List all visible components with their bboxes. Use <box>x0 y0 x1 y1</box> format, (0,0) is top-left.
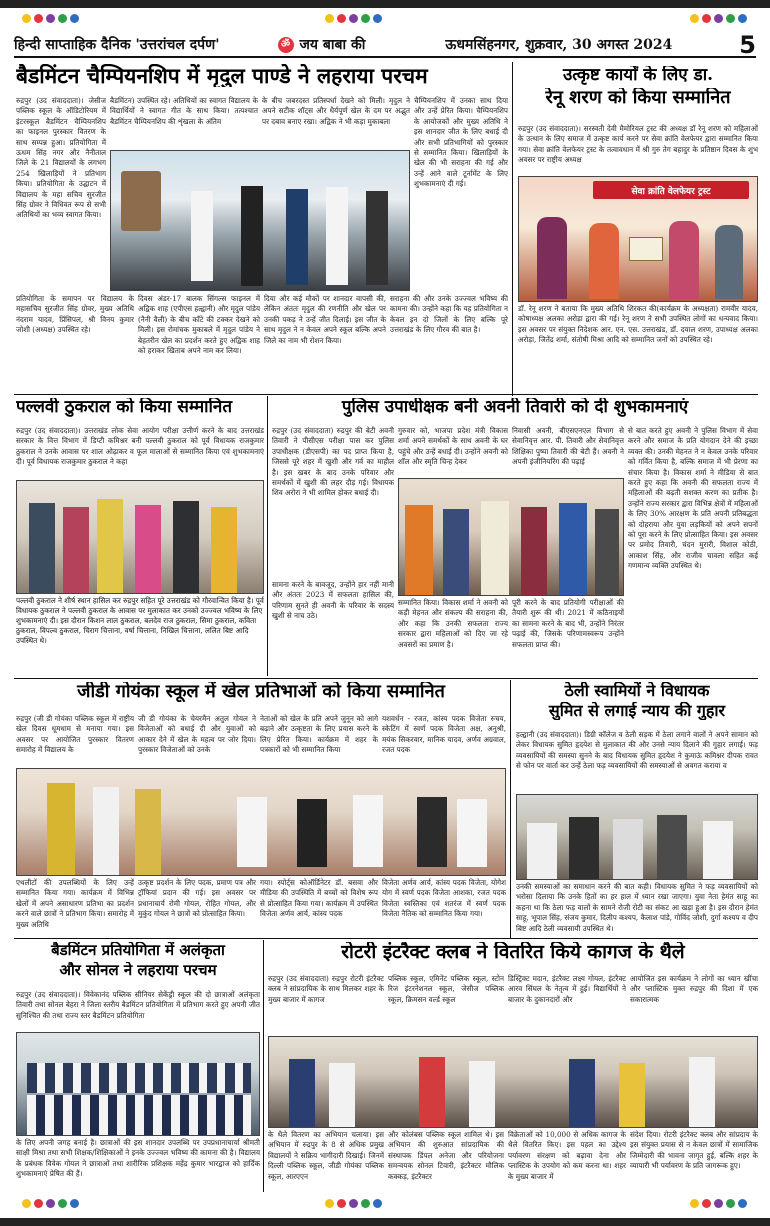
story-jd-col3: नेताओं को खेल के प्रति अपने जुनून को आगे बढ़ाने और उत्कृष्टता के लिए प्रयास करने के लिए प्रेरित किया। कार्यक्रम में शहर के पत्रकारों को भी सम्मानित किया <box>260 714 378 755</box>
story-mridul-col8: सराहना की और उनके उज्ज्वल भविष्य की कामना की। उन्होंने कहा कि यह प्रतियोगिता न केवल इन दो जिलों के लिए बल्कि पूरे उत्तराखंड के लिए गौरव की बात है। <box>390 294 508 335</box>
story-jd-col7: गया। स्पोर्ट्स कोऑर्डिनेटर डॉ. बसवा और मीडिया की उपस्थिति में बच्चों को विशेष रूप से प्रोत्साहित किया गया। कार्यक्रम में उपस्थित विजेता अर्णव आर्य, कांस्य पदक <box>260 878 378 919</box>
column-divider <box>512 62 513 396</box>
headline-theli-2: सुमित से लगाई न्याय की गुहार <box>548 702 726 720</box>
story-jd-col6: उत्कृष्ट प्रदर्शन के लिए पदक, प्रमाण पत्र और ट्रॉफियां प्रदान की गई। इस अवसर पर प्रधानाचार्य रोमी गोयल, रोहित गोयल, और मुकुंद गोयल ने छात्रों को प्रोत्साहित किया। <box>138 878 256 919</box>
photo-mridul-award <box>110 150 410 291</box>
story-pallavi-body: रुद्रपुर (उद संवाददाता)। उत्तराखंड लोक सेवा आयोग परीक्षा उत्तीर्ण करने के बाद उत्तराखंड सरकार के वित्त विभाग में डिप्टी कमिश्नर बनी पल्लवी ठुकराल को पूर्व विधायक राजकुमार ठुकराल ने उनके आवास पर शाल ओढ़ाकर व फूल मालाओं से सम्मानित किया एवं शुभकामनाएं दी। पूर्व विधायक राजकुमार ठुकराल ने कहा <box>16 426 264 467</box>
story-mridul-col6: दिवस अंडर-17 बालक सिंगल्स फाइनल में अद्विक शाह (एपीएस हल्द्वानी) और मृदुल पांडेय (नैनी वैली) के बीच काँटे की टक्कर देखने को मिली। इस रोमांचक मुकाबले में मृदुल पांडेय ने बेहतरीन खेल का प्रदर्शन करते हुए अद्विक शाह को हराकर खिताब अपने नाम कर लिया। <box>138 294 260 356</box>
story-alankrita-body: के लिए अपनी जगह बनाई है। छात्राओं की इस शानदार उपलब्धि पर उपप्रधानाचार्या श्रीमती साक्षी मिश्रा तथा सभी शिक्षक/शिक्षिकाओं ने इनके उज्ज्वल भविष्य की कामना की है। विद्यालय के प्रबंधक विवेक गोयल ने छात्राओं तथा शारीरिक प्रशिक्षक महेंद्र कुमार भारद्वाज को हार्दिक शुभकामनाएं प्रेषित की हैं। <box>16 1138 260 1179</box>
story-renu-intro: रुद्रपुर (उद संवाददाता)। सरस्वती देवी मैमोरियल ट्रस्ट की अध्यक्ष डॉ रेनू शरण को महिलाओं के उत्थान के लिए समाज में उत्कृष्ट कार्य करने पर सेवा क्रांति वेलफेयर द्वारा सम्मानित किया गया। सेवा क्रांति वेलफेयर ट्रस्ट के तत्वावधान में श्री गुरु तेग बहादुर के प्रतिष्ठान दिवस के शुभ अवसर पर राष्ट्रीय अध्यक्ष <box>518 124 758 165</box>
photo-rotary <box>268 1036 758 1128</box>
story-jd-col8: विजेता अर्णव आर्य, कांस्य पदक विजेता, योगेश योग में स्वर्ण पदक विजेता आशका, रजत पदक विजेता स्वस्तिका एवं शतरंज में स्वर्ण पदक विजेता नैतिक को सम्मानित किया गया। <box>382 878 506 919</box>
section-divider <box>14 938 758 939</box>
story-rotary-col7: विक्रेताओं को 10,000 से अधिक कागज के थैले वितरित किए। इस पहल का उद्देश्य पर्यावरण संरक्षण को बढ़ावा देना और प्लास्टिक के उपयोग को कम करना था। शहर के मुख्य बाजार में <box>508 1130 626 1181</box>
headline-avani: पुलिस उपाधीक्षक बनी अवनी तिवारी को दी शुभकामनाएं <box>341 398 689 417</box>
story-theli-intro: हल्द्वानी (उद संवाददाता)। डिग्री कॉलेज व ठेली सड़क में ठेला लगाने वालों ने अपने सामान को लेकर विधायक सुमित हृदयेश से मुलाकात की और उनसे न्याय दिलाने की गुहार लगाई। फड़ व्यवसायियों की समस्या सुनने के बाद विधायक सुमित हृदयेश ने कुमाऊं कमिश्नर दीपक रावत से फोन पर वार्ता कर उन्हें ठेला फड़ व्यवसायियों की समस्याओं से अवगत कराया व <box>516 730 758 771</box>
page-number: 5 <box>739 30 756 59</box>
story-jd-col5: एथलीटों की उपलब्धियों के लिए उन्हें सम्मानित किया गया। कार्यक्रम में विभिन्न खेलों में अपने असाधारण प्रतिभा का प्रदर्शन करने वाले छात्रों ने प्रतिभाग किया। समारोह में मुख्य अतिथि <box>16 878 134 929</box>
story-jd-col1: रुद्रपुर (जी डी गोयंका पब्लिक स्कूल में राष्ट्रीय खेल दिवस धूमधाम से मनाया गया। इस अवसर पर आयोजित पुरस्कार वितरण समारोह में विद्यालय के <box>16 714 134 755</box>
bottom-band <box>0 1218 770 1226</box>
section-divider <box>14 394 758 395</box>
section-divider <box>14 678 758 679</box>
top-band <box>0 0 770 8</box>
story-mridul-col1: रुद्रपुर (उद संवाददाता)। जेसीज पब्लिक स्कूल के ऑडिटोरियम में इंटरस्कूल बैडमिंटन चैम्पियनशिप का फाइनल पुरस्कार वितरण के साथ सम्पन्न हुआ। प्रतियोगिता में ऊधम सिंह नगर और नैनीताल जिले के 21 विद्यालयों के लगभग 254 खिलाड़ियों ने प्रतिभाग किया। प्रतियोगिता के उद्घाटन में विद्यालय के महा सचिव सुरजीत सिंह ग्रोवर ने विधिवत रूप से सभी अतिथियों का भव्य स्वागत किया। <box>16 96 106 220</box>
story-alankrita-intro: रुद्रपुर (उद संवाददाता)। विवेकानंद पब्लिक सीनियर सेकेंड्री स्कूल की दो छात्राओं अलंकृता तिवारी तथा सोनल बेहरा ने जिला स्तरीय बैडमिंटन प्रतियोगिता में प्रतिभाग करते हुए अपनी जीत सुनिश्चित की तथा राज्य स्तर बैडमिंटन प्रतियोगिता <box>16 990 260 1020</box>
headline-jd-goenka: जीडी गोयंका स्कूल में खेल प्रतिभाओं को किया सम्मानित <box>77 682 445 702</box>
story-rotary-col8: संदेश दिया। रोटरी इंटरैक्ट क्लब और सांप्रदाय के इस संयुक्त प्रयास से न केवल छात्रों में सामाजिक जिम्मेदारी की भावना जागृत हुई, बल्कि शहर के व्यापारी भी पर्यावरण के प्रति जागरूक हुए। <box>630 1130 758 1171</box>
masthead <box>14 30 756 59</box>
story-mridul-col7: दिया और कई मौकों पर शानदार वापसी की, लेकिन अंततः मृदुल की रणनीति और खेल पर उनकी पकड़ ने उन्हें जीत दिलाई। इस जीत के साथ मृदुल ने न केवल अपने स्कूल बल्कि अपने जिले का नाम भी रोशन किया। <box>264 294 386 345</box>
story-avani-col4: सम्मानित किया। विकास शर्मा ने अवनी को कड़ी मेहनत और संकल्प की सराहना की, और कहा कि उनकी सफलता राज्य सरकार द्वारा महिलाओं को दिए जा रहे अवसरों का प्रमाण है। <box>398 598 508 649</box>
decorative-dots-left <box>22 14 79 23</box>
story-jd-col2: जी डी गोयंका के चेयरमैन अतुल गोयल ने विजेताओं को बधाई दी और युवाओं को आकार देने में खेल के महत्व पर जोर दिया। पुरस्कार विजेताओं को उनके <box>138 714 256 755</box>
story-rotary-col1: रुद्रपुर (उद संवाददाता) रुद्रपुर रोटरी इंटरैक्ट क्लब ने सांप्रदायिक के साथ मिलकर शहर के मुख्य बाजार में कागज <box>268 974 384 1004</box>
story-rotary-col5: के थैले वितरण का अभियान चलाया। इस अभियान में रुद्रपुर के 8 से अधिक प्रमुख विद्यालयों ने सक्रिय भागीदारी दिखाई। जिनमें दिल्ली पब्लिक स्कूल, जीडी गोयंका पब्लिक स्कूल, आरएएन <box>268 1130 384 1181</box>
headline-theli-1: ठेली स्वामियों ने विधायक <box>564 682 710 700</box>
story-avani-col3: गुरुवार को, भाजपा प्रदेश मंत्री विकास शर्मा अपने समर्थकों के साथ अवनी के घर पहुंचे और उन्हें बधाई दी। उन्होंने अवनी को शॉल और स्मृति चिन्ह देकर <box>398 426 508 467</box>
story-rotary-col2: पब्लिक स्कूल, एमिनेंट पब्लिक स्कूल, स्टोन रिज इंटरनेशनल स्कूल, जेसीज पब्लिक स्कूल, क्रिमसन वर्ल्ड स्कूल <box>388 974 504 1004</box>
headline-rotary: रोटरी इंटरैक्ट क्लब ने वितरित किये कागज के थैले <box>341 942 685 963</box>
story-rotary-col4: आयोजित इस कार्यक्रम ने लोगों का ध्यान खींचा और प्लास्टिक मुक्त रुद्रपुर की दिशा में एक सकारात्मक <box>630 974 758 1004</box>
story-mridul-col5: प्रतियोगिता के समापन पर विद्यालय के महासचिव सुरजीत सिंह ग्रोवर, मुख्य अतिथि नंदराम यादव, प्रिंसिपल, श्री विनय कुमार जोशी (अध्यक्ष) उपस्थित रहे। <box>16 294 134 335</box>
story-avani-col6: पूरी करने के बाद प्रतियोगी परीक्षाओं की तैयारी शुरू की थी। 2021 में कठिनाइयों का सामना करने के बाद भी, उन्होंने निरंतर पढ़ाई की, जिसके परिणामस्वरूप उन्होंने सफलता प्राप्त की। <box>512 598 624 649</box>
column-divider <box>267 396 268 676</box>
headline-pallavi: पल्लवी ठुकराल को किया सम्मानित <box>16 398 233 417</box>
dateline: ऊधमसिंहनगर, शुक्रवार, 30 अगस्त 2024 <box>445 37 673 53</box>
headline-mridul: बैडमिंटन चैम्पियनशिप में मृदुल पाण्डे ने लहराया परचम <box>16 64 428 88</box>
headline-alankrita-1: बैडमिंटन प्रतियोगिता में अलंकृता <box>51 942 225 959</box>
story-jd-col4: यशवर्धन - रजत, कांस्य पदक विजेता रुचय, स्केटिंग में स्वर्ण पदक विजेता अक्ष, अनुश्री, मयंक सिकरवार, मानिक यादव, अर्णव अग्रवाल, रजत पदक <box>382 714 506 755</box>
story-avani-col2: सामना करने के बावजूद, उन्होंने हार नहीं मानी और अंततः 2023 में सफलता हासिल की, परिणाम सुनते ही अवनी के परिवार के सदस्य खुशी से नाच उठे। <box>272 580 394 621</box>
headline-renu-1: उत्कृष्ट कार्यों के लिए डा. <box>562 66 714 85</box>
decorative-dots-bottom-center <box>325 1199 382 1208</box>
story-mridul-col3: के बीच जबरदस्त प्रतिस्पर्धा देखने को मिली। मृदुल ने अपने सटीक शॉट्स और धैर्यपूर्ण खेल के दम पर अद्भुत पर दबाव बनाए रखा। अद्विक ने भी कड़ा मुकाबला <box>262 96 410 126</box>
story-avani-col7: से बात करते हुए अवनी ने पुलिस विभाग में सेवा करने और समाज के प्रति योगदान देने की इच्छा व्यक्त की। उनकी मेहनत ने न केवल उनके परिवार को गर्वित किया है, बल्कि समाज में भी प्रेरणा का संचार किया है। विकास शर्मा ने मीडिया से बात करते हुए कहा कि अवनी की सफलता राज्य में महिलाओं की बढ़ती सशक्त करण का प्रतीक है। उन्होंने राज्य सरकार द्वारा विभिन्न क्षेत्रों में महिलाओं के लिए 30% आरक्षण के प्रति अपनी प्रतिबद्धता को दोहराया और युवा लड़कियों को अपने सपनों को पूरा करने के लिए प्रोत्साहित किया। इस अवसर पर प्रमोद तिवारी, चंदन मुरारी, विशाल कोठी, आकाश सिंह, और राजीव चावला सहित कई गणमान्य व्यक्ति उपस्थित थे। <box>628 426 758 571</box>
story-avani-col1: रुद्रपुर (उद संवाददाता) रुद्रपुर की बेटी अवनी तिवारी ने पीसीएस परीक्षा पास कर पुलिस उपाधीक्षक (डीएसपी) का पद प्राप्त किया है, जिससे पूरे शहर में खुशी और गर्व का माहौल है। इस खबर के बाद उनके परिवार और समर्थकों में खुशी की लहर दौड़ गई। विधायक शिव अरोरा ने भी शामिल होकर बधाई दी। <box>272 426 394 498</box>
story-avani-col5: निवासी अवनी, बीएसएनएल विभाग से सेवानिवृत्त आर. पी. तिवारी और सेवानिवृत्त शिक्षिका पुष्पा तिवारी की बेटी हैं। अवनी ने अपनी इंजीनियरिंग की पढ़ाई <box>512 426 624 467</box>
om-icon: ॐ <box>278 37 294 53</box>
story-renu-body: डॉ. रेनू शरण ने बताया कि मुख्य अतिथि शिरकत की(कार्यक्रम के अध्यक्षता) रामवीर यादव, कोषाध्यक्ष अलका अरोड़ा द्वारा की गई। रेनू शरण ने सभी उपस्थित लोगों का धन्यवाद किया। इस अवसर पर संयुक्त निदेशक आर. एन. एस. उत्तराखंड, डॉ. दयाल शरण, उपाध्यक्ष अलका अरोड़ा, जितेंद्र शर्मा, संतोषी मिश्रा आदि को सम्मानित जनों को उपस्थित रहे। <box>518 304 758 345</box>
decorative-dots-right <box>690 14 747 23</box>
story-rotary-col6: और कोलंबस पब्लिक स्कूल शामिल थे। इस अभियान की शुरुआत सांप्रदायिक की संस्थापक डिंपल अनेजा और परियोजना समन्वयक सोनल टिवारी, इंटरैक्टर मौलिक कक्कड़, इंटरैक्टर <box>388 1130 504 1181</box>
story-mridul-col4: चैम्पियनशिप में उनका साथ दिया और उन्हें प्रेरित किया। चैम्पियनशिप के आयोजकों और मुख्य अतिथि ने इस शानदार जीत के लिए बधाई दी और सभी प्रतिभागियों को पुरस्कार से सम्मानित किया। खिलाड़ियों के खेल की भी सराहना की गई और उन्हें आने वाले टूर्नामेंट के लिए शुभकामनाएं दी गई। <box>414 96 508 189</box>
story-mridul-col2: बैडमिंटन) उपस्थित रहे। अतिथियों का स्वागत विद्यालय के विद्यार्थियों ने स्वागत गीत के साथ किया। तत्पश्चात बैडमिंटन चैम्पियनशिप की शृंखला के अंतिम <box>110 96 258 126</box>
story-rotary-col3: डिस्ट्रिक्ट मदान, इंटरैक्ट लक्ष्य गोयल, इंटरैक्ट आरव सिंघल के नेतृत्व में हुई। विद्यार्थियों ने बाजार के दुकानदारों और <box>508 974 626 1004</box>
slogan: जय बाबा की <box>299 37 366 53</box>
decorative-dots-bottom-left <box>22 1199 79 1208</box>
headline-alankrita-2: और सोनल ने लहराया परचम <box>59 962 217 979</box>
paper-name: हिन्दी साप्ताहिक दैनिक 'उत्तरांचल दर्पण' <box>14 37 220 53</box>
decorative-dots-center <box>325 14 382 23</box>
headline-renu-2: रेनू शरण को किया सम्मानित <box>545 88 731 108</box>
seva-kranti-banner: सेवा क्रांति वेलफेयर ट्रस्ट <box>593 181 749 199</box>
photo-renu-award <box>518 176 758 302</box>
photo-theli <box>516 794 758 880</box>
photo-pallavi <box>16 480 264 594</box>
caption-pallavi: पल्लवी ठुकराल ने शीर्ष स्थान हासिल कर रुद्रपुर सहित पूरे उत्तराखंड को गौरवान्वित किया है। पूर्व विधायक ठुकराल ने पल्लवी ठुकराल के आवास पर मुलाकात कर उनको उज्ज्वल भविष्य के लिए शुभकामनाएं दी। इस दौरान किशन लाल ठुकराल, बलदेव राज ठुकराल, सिमा ठुकराल, कविता ठुकराल, विपल्व ठुकराल, चिराग चित्ताना, वर्षा चित्ताना, निखिल चित्ताना, ललित बिष्ट आदि उपस्थित थे। <box>16 596 264 645</box>
photo-jd-goenka <box>16 768 506 876</box>
photo-alankrita <box>16 1032 260 1136</box>
column-divider <box>263 940 264 1192</box>
photo-avani <box>398 478 624 596</box>
column-divider <box>510 680 511 938</box>
story-theli-body: उनकी समस्याओं का समाधान करने की बात कही। विधायक सुमित ने फड़ व्यवसायियों को भरोसा दिलाया कि उनके हितों का हर हाल में ध्यान रखा जाएगा। युवा नेता हेमंत साहू का कहना था कि ठेला फड़ वालों के सामने रोजी रोटी का संकट आ खड़ा हुआ है। इस दौरान हेमंत साहू, भूपाल सिंह, संजय कुमार, दिलीप कश्यप, कैलाश पांडे, गोविंद जोशी, दुर्गा कश्यप व दीप बिष्ट आदि ठेली व्यवसायी उपस्थित थे। <box>516 882 758 933</box>
decorative-dots-bottom-right <box>690 1199 747 1208</box>
